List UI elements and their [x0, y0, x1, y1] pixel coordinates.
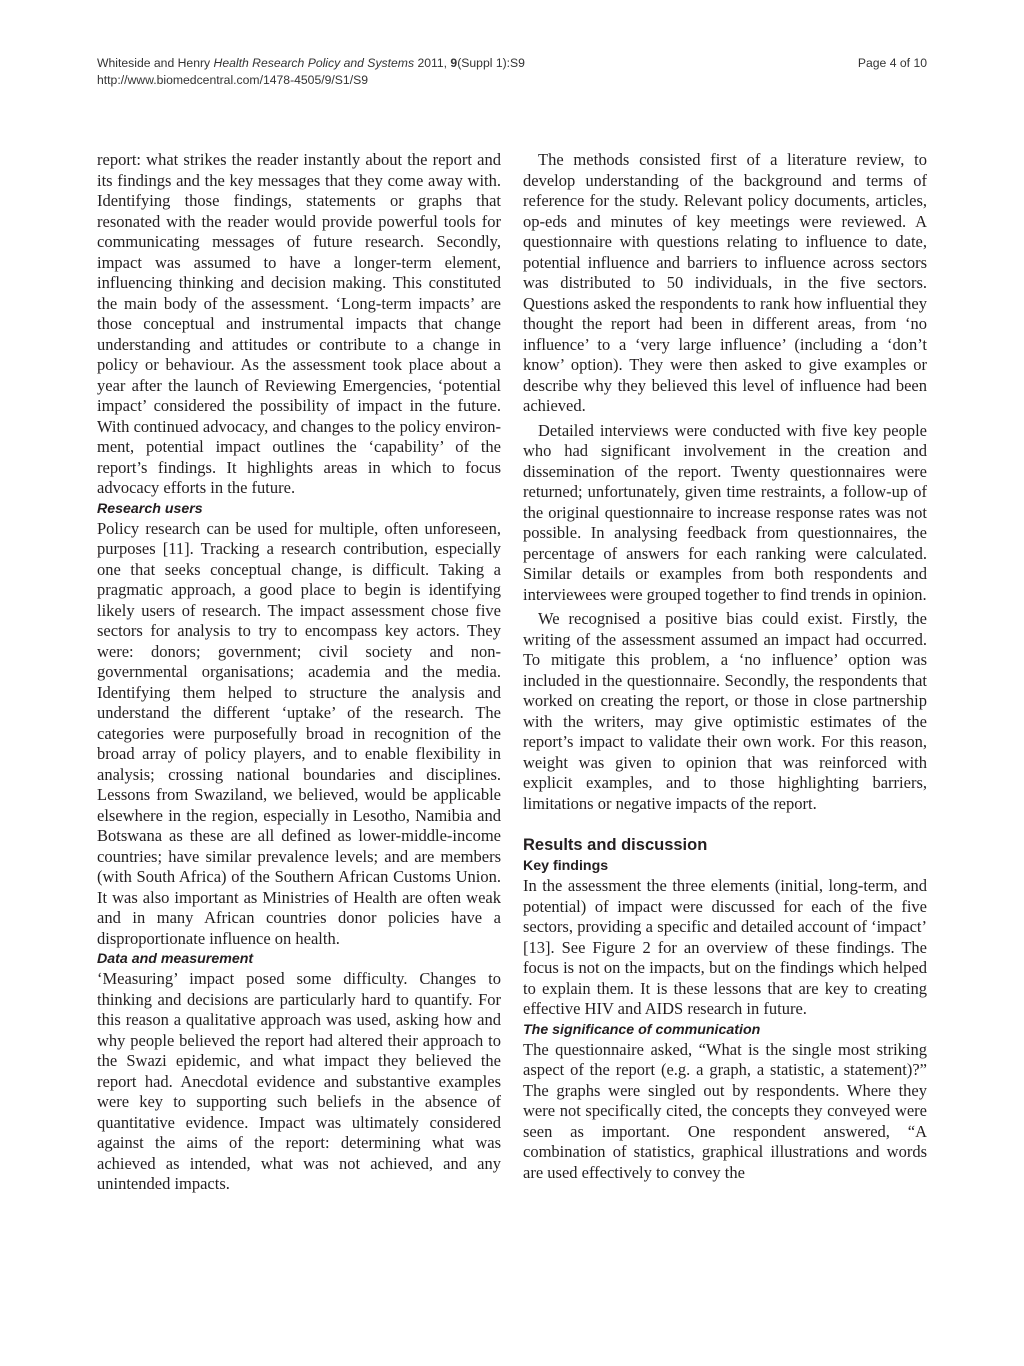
header-url[interactable]: http://www.biomedcentral.com/1478-4505/9/S1/S9 [97, 73, 368, 87]
paragraph: We recognised a positive bias could exist. Firstly, the writing of the assessment assumed an impact had occurred. To mitigate this problem, a ‘no influence’ option was included in the questionnaire. Secondly, the respondents that worked on creating the report, or those in close partnership with the writers, may give optimistic estimates of the report’s impact to validate their own work. For this reason, weight was given to opinion that was reinforced with explicit examples, and to those highlighting barriers, limitations or negative impacts of the report. [523, 609, 927, 813]
paragraph: Policy research can be used for multiple, often unforeseen, purposes [11]. Tracking a research contribution, especially one that seeks conceptual change, is difficult. Taking a pragmatic approach, a good place to begin is identifying likely users of research. The impact assessment chose five sectors for analysis to try to encompass key actors. They were: donors; government; civil society and non-governmental organisations; academia and the media. Identifying them helped to structure the analysis and understand the different ‘uptake’ of the research. The categories were purposefully broad in recognition of the broad array of policy players, and to enable flexibility in analysis; crossing national boundaries and disciplines. Lessons from Swaziland, we believed, would be applicable elsewhere in the region, especially in Lesotho, Namibia and Botswana as these are all defined as lower-middle-income countries; have similar prevalence levels; and are members (with South Africa) of the Southern African Customs Union. It was also important as Ministries of Health are often weak and in many African countries donor policies have a disproportionate influence on health. [97, 518, 501, 948]
page-number: Page 4 of 10 [857, 56, 927, 70]
header-year: 2011, [417, 56, 448, 70]
header-authors: Whiteside and Henry [97, 56, 211, 70]
paragraph: Detailed interviews were conducted with five key people who had significant involvement in the creation and dissemination of the report. Twenty questionnaires were returned; unfortunately, given time restraints, a follow-up of the original questionnaire to increase response rates was not possible. In analysing feedback from questionnaires, the percentage of answers for each ranking were calculated. Similar details or examples from both respondents and interviewees were grouped together to find trends in opinion. [523, 420, 927, 604]
subsection-heading-key-findings: Key findings [523, 858, 609, 874]
page-header [97, 55, 927, 89]
left-column [97, 150, 501, 1195]
subsection-heading-significance: The significance of communication [523, 1021, 761, 1038]
header-volume: 9 [450, 56, 458, 70]
paragraph: ‘Measuring’ impact posed some difficulty. Changes to thinking and decisions are particularly hard to quantify. For this reason a qualitative approach was used, asking how and why people believed the report had altered their approach to the Swazi epidemic, and what impact they believed the report had. Anecdotal evidence and substantive examples were key to supporting such beliefs in the absence of quantitative evidence. Impact was ultimately considered against the aims of the report: determining what was achieved as intended, what was not achieved, and any unintended impacts. [97, 969, 501, 1193]
citation-line [97, 55, 927, 72]
subsection-heading-research-users: Research users [97, 500, 203, 517]
paragraph: The questionnaire asked, “What is the single most striking aspect of the report (e.g. a graph, a statistic, a statement)?” The graphs were singled out by respondents. Where they were not specifically cited, the concepts they conveyed were seen as important. One respondent answered, “A combination of statistics, graphical illustrations and words are used effectively to convey the [523, 1039, 927, 1182]
header-journal: Health Research Policy and Systems [213, 56, 415, 70]
paragraph: In the assessment the three elements (initial, long-term, and potential) of impact were discussed for each of the five sectors, providing a specific and detailed account of ‘impact’ [13]. See Figure 2 for an overview of these findings. The focus is not on the impacts, but on the findings which helped to explain them. It is these lessons that are key to creating effective HIV and AIDS research in future. [523, 876, 927, 1018]
section-heading-results: Results and discussion [523, 836, 708, 854]
subsection-heading-data-measurement: Data and measurement [97, 951, 254, 967]
right-column [523, 150, 927, 1183]
header-issue: (Suppl 1):S9 [457, 56, 525, 70]
paragraph: report: what strikes the reader instantly about the report and its findings and the key messages that they come away with. Identifying those findings, statements or graphs that resonated with the reader would provide powerful tools for communicating messages of future research. Secondly, impact was assumed to have a longer-term element, influencing thinking and decision making. This constituted the main body of the assessment. ‘Long-term impacts’ are those conceptual and instrumental impacts that change understanding and attitudes or contribute to a change in policy or behaviour. As the assessment took place about a year after the launch of Reviewing Emergencies, ‘potential impact’ considered the possibility of impact in the future. With continued advocacy, and changes to the policy environment, potential impact outlines the ‘capability’ of the report’s findings. It highlights areas in which to focus advocacy efforts in the future. [97, 150, 501, 497]
paragraph: The methods consisted first of a literature review, to develop understanding of the background and terms of reference for the study. Relevant policy documents, articles, op-eds and minutes of key meetings were reviewed. A questionnaire with questions relating to influence to date, potential influence and barriers to influence across sectors was distributed to 50 individuals, in the five sectors. Questions asked the respondents to rank how influential they thought the report had been in different areas, from ‘no influence’ to a ‘very large influence’ (including a ‘don’t know’ option). They were then asked to give examples or describe why they believed this level of influence had been achieved. [523, 150, 927, 415]
